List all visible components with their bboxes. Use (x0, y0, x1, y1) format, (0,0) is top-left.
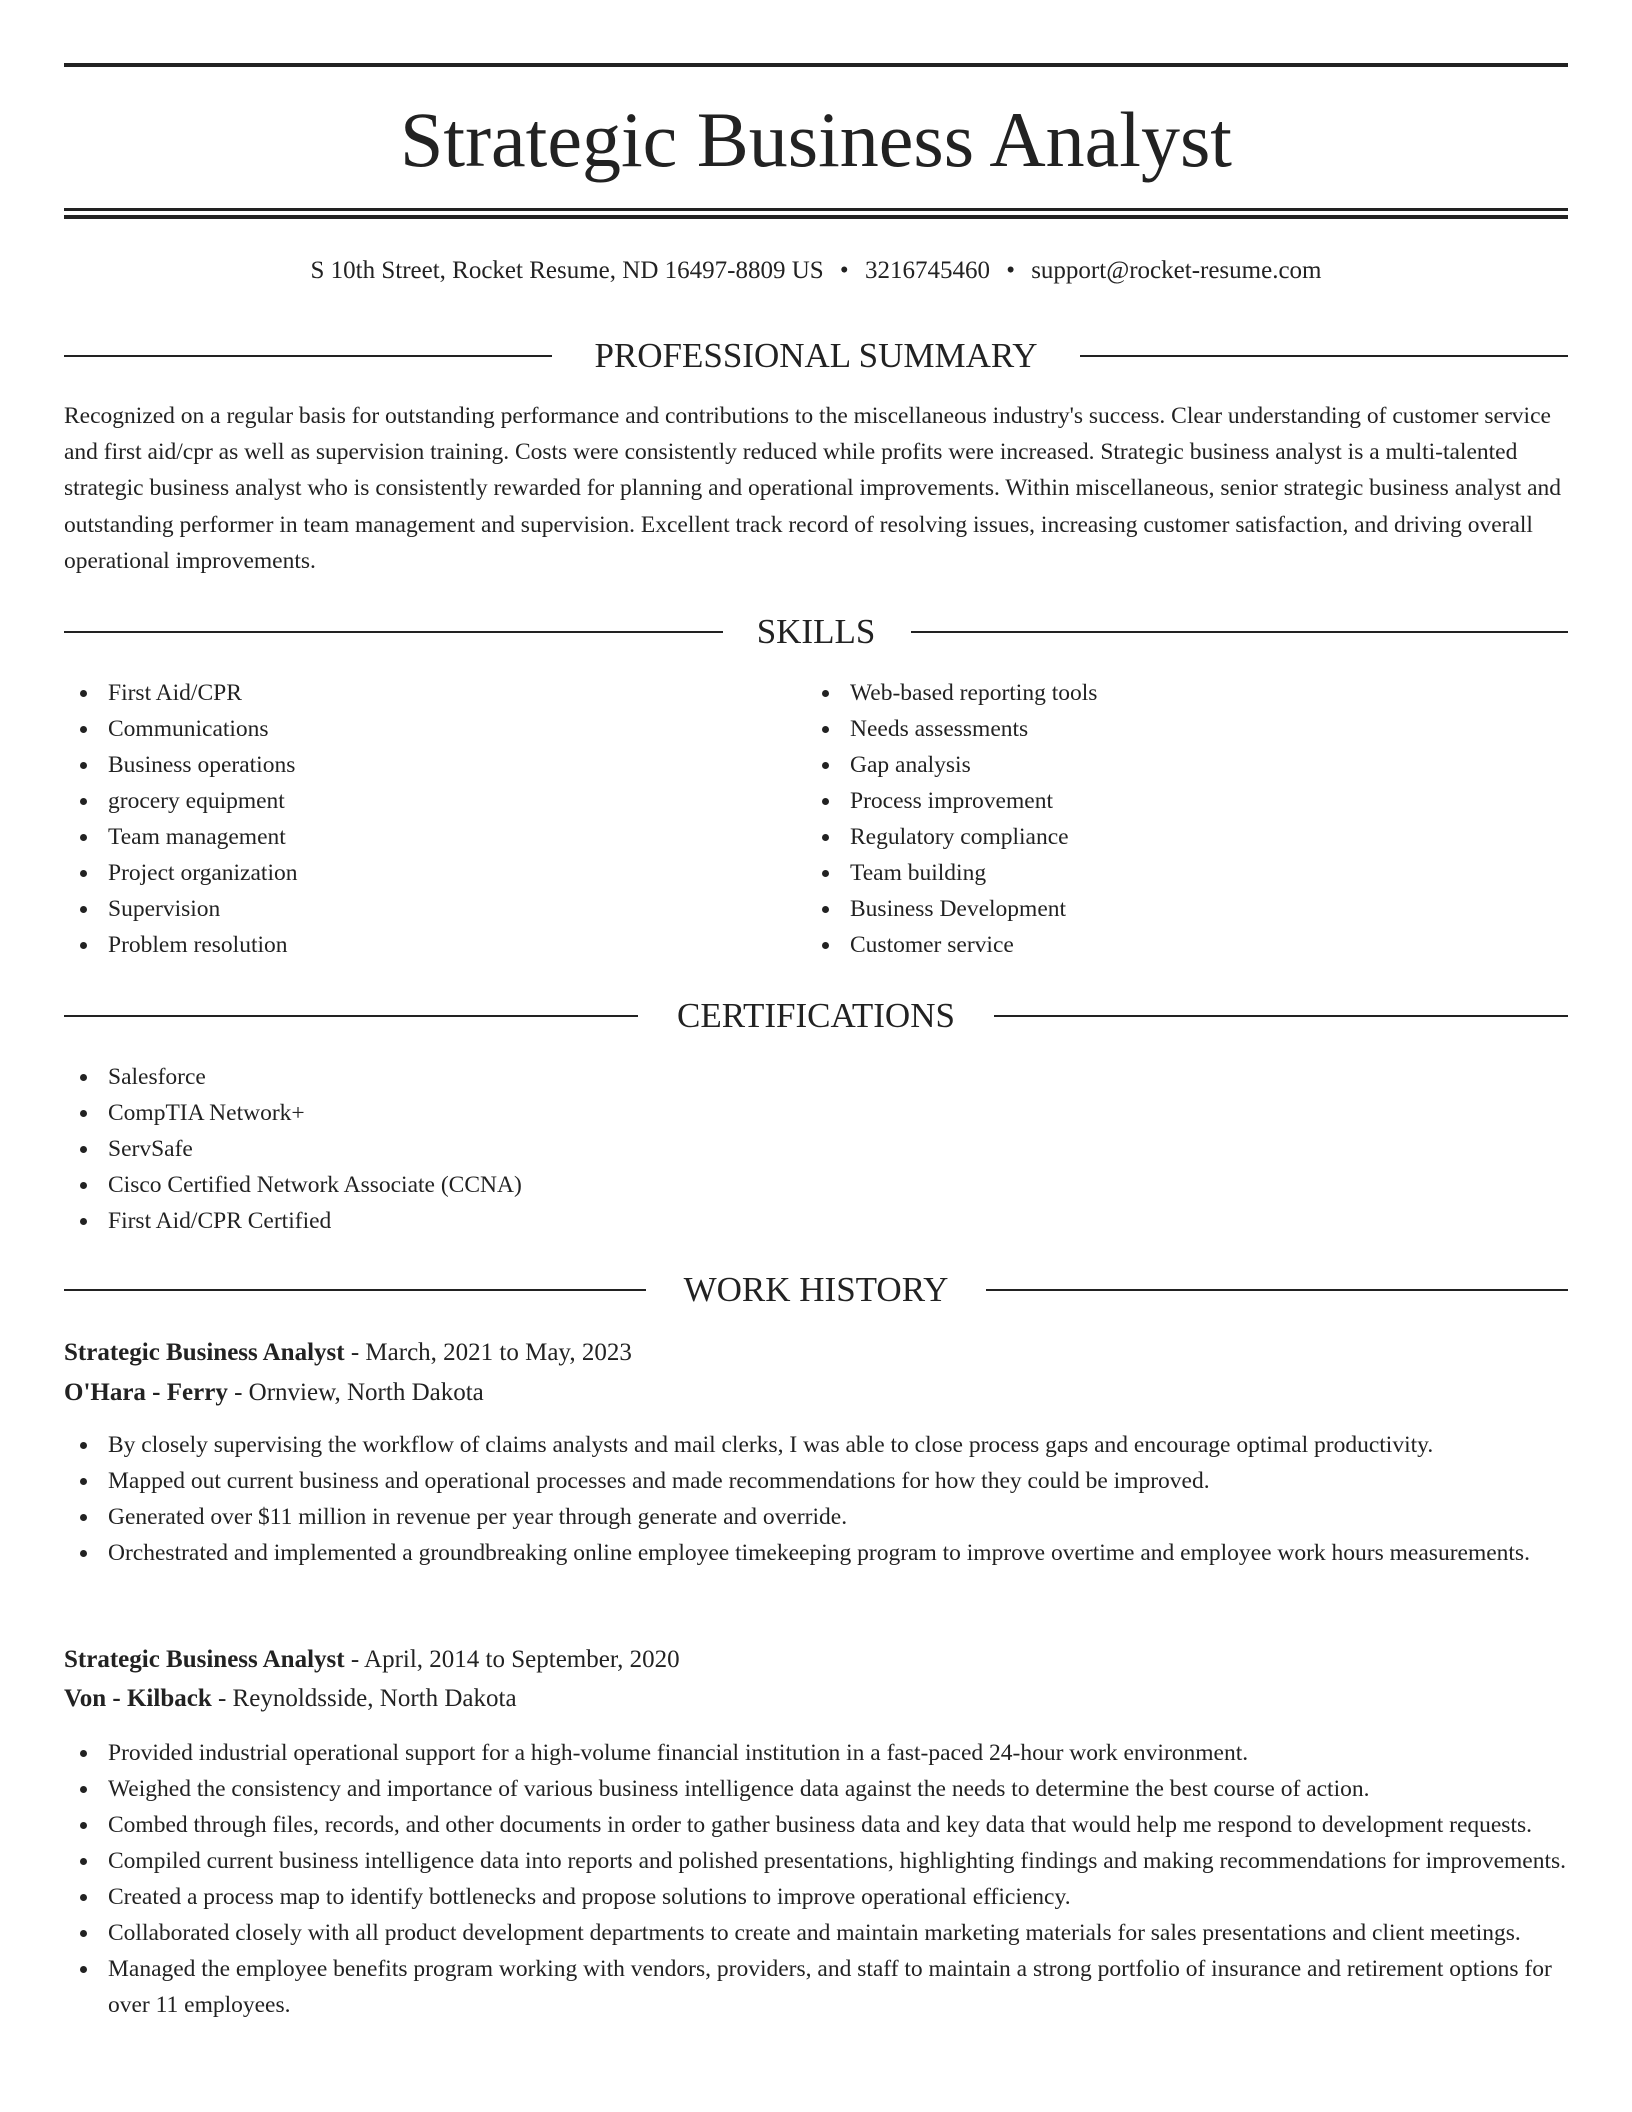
skill-item: Team management (64, 819, 804, 855)
skill-item: First Aid/CPR (64, 675, 804, 711)
job-bullets (64, 1735, 1568, 2023)
section-heading-skills (64, 610, 1568, 654)
header-rule-upper (64, 208, 1568, 211)
certifications-list (64, 1059, 1568, 1239)
skill-item: Supervision (64, 891, 804, 927)
header-rule-lower (64, 215, 1568, 219)
job-location: - Ornview, North Dakota (227, 1379, 484, 1406)
contact-line (64, 254, 1568, 288)
job-bullet: Combed through files, records, and other documents in order to gather business data and key data that would help me respond to development requests. (64, 1807, 1568, 1843)
job-title: Strategic Business Analyst (64, 1646, 345, 1673)
contact-separator: • (1006, 257, 1015, 284)
certification-item: Salesforce (64, 1059, 1568, 1095)
job-bullet: Provided industrial operational support for a high-volume financial institution in a fast-paced 24-hour work environment. (64, 1735, 1568, 1771)
skills-list-right (806, 675, 1566, 963)
job-company-line (64, 1680, 1568, 1718)
job-bullet: Mapped out current business and operational processes and made recommendations for how they could be improved. (64, 1463, 1568, 1499)
skill-item: Project organization (64, 855, 804, 891)
job-bullet: Orchestrated and implemented a groundbreaking online employee timekeeping program to improve overtime and employee work hours measurements. (64, 1535, 1568, 1571)
skill-item: Regulatory compliance (806, 819, 1566, 855)
professional-summary-text: Recognized on a regular basis for outstanding performance and contributions to the miscellaneous industry's success. Clear understanding of customer service and first aid/cpr as well as supervision training. Costs were consistently reduced while profits were increased. Strategic business analyst is a multi-talented strategic business analyst who is consistently rewarded for planning and operational improvements. Within miscellaneous, senior strategic business analyst and outstanding performer in team management and supervision. Excellent track record of resolving issues, increasing customer satisfaction, and driving overall operational improvements. (64, 403, 1562, 574)
certification-item: ServSafe (64, 1131, 1568, 1167)
job-company: Von - Kilback (64, 1685, 212, 1712)
contact-email: support@rocket-resume.com (1031, 257, 1322, 284)
skill-item: Problem resolution (64, 927, 804, 963)
section-rule-right (911, 631, 1568, 633)
job-bullet: Weighed the consistency and importance of various business intelligence data against the needs to determine the best course of action. (64, 1771, 1568, 1807)
skill-item: Business operations (64, 747, 804, 783)
job-title-line (64, 1641, 1568, 1679)
skill-item: Needs assessments (806, 711, 1566, 747)
skill-item: Gap analysis (806, 747, 1566, 783)
contact-address: S 10th Street, Rocket Resume, ND 16497-8809 US (310, 257, 824, 284)
job-company: O'Hara - Ferry (64, 1379, 228, 1406)
skill-item: grocery equipment (64, 783, 804, 819)
section-title-work-history: WORK HISTORY (683, 1270, 949, 1309)
section-rule-right (994, 1015, 1568, 1017)
section-heading-certifications (64, 994, 1568, 1038)
skill-item: Communications (64, 711, 804, 747)
section-rule-right (986, 1289, 1568, 1291)
skills-list-left (64, 675, 804, 963)
job-dates: - April, 2014 to September, 2020 (344, 1646, 680, 1673)
certification-item: CompTIA Network+ (64, 1095, 1568, 1131)
contact-separator: • (839, 257, 849, 284)
job-bullet: Generated over $11 million in revenue per year through generate and override. (64, 1499, 1568, 1535)
skill-item: Web-based reporting tools (806, 675, 1566, 711)
job-location: - Reynoldsside, North Dakota (211, 1685, 517, 1712)
section-title-summary: PROFESSIONAL SUMMARY (594, 336, 1038, 375)
skill-item: Customer service (806, 927, 1566, 963)
contact-phone: 3216745460 (864, 257, 990, 284)
skill-item: Business Development (806, 891, 1566, 927)
section-heading-summary (64, 334, 1568, 378)
section-title-skills: SKILLS (756, 612, 876, 651)
skill-item: Team building (806, 855, 1566, 891)
section-rule-right (1080, 355, 1568, 357)
resume-name: Strategic Business Analyst (400, 96, 1232, 183)
job-bullet: By closely supervising the workflow of claims analysts and mail clerks, I was able to close process gaps and encourage optimal productivity. (64, 1427, 1568, 1463)
job-bullet: Collaborated closely with all product development departments to create and maintain marketing materials for sales presentations and client meetings. (64, 1915, 1568, 1951)
job-bullet: Created a process map to identify bottlenecks and propose solutions to improve operational efficiency. (64, 1879, 1568, 1915)
certification-item: Cisco Certified Network Associate (CCNA) (64, 1167, 1568, 1203)
top-rule (64, 63, 1568, 67)
job-bullets (64, 1427, 1568, 1571)
job-bullet: Managed the employee benefits program working with vendors, providers, and staff to maintain a strong portfolio of insurance and retirement options for over 11 employees. (64, 1951, 1568, 2023)
job-company-line (64, 1374, 1568, 1412)
certification-item: First Aid/CPR Certified (64, 1203, 1568, 1239)
skill-item: Process improvement (806, 783, 1566, 819)
section-title-certifications: CERTIFICATIONS (677, 996, 955, 1035)
job-title: Strategic Business Analyst (64, 1339, 345, 1366)
job-dates: - March, 2021 to May, 2023 (344, 1339, 632, 1366)
section-heading-work-history (64, 1268, 1568, 1312)
job-bullet: Compiled current business intelligence data into reports and polished presentations, highlighting findings and making recommendations for improvements. (64, 1843, 1568, 1879)
job-title-line (64, 1334, 1568, 1372)
